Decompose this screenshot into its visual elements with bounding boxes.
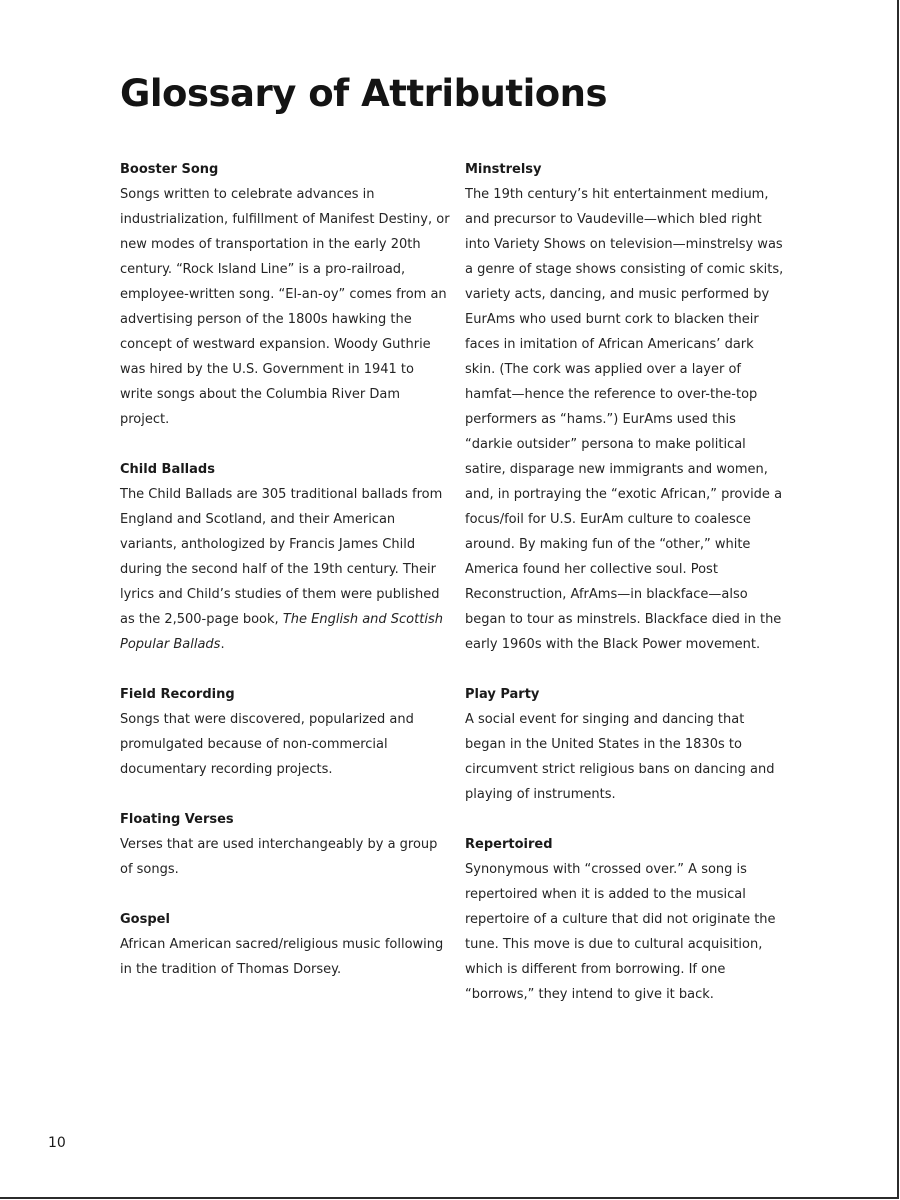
glossary-definition: The 19th century’s hit entertainment medium, and precursor to Vaudeville—which bled right into Variety Shows on television—minstrelsy was a genre of stage shows consisting of comic skits, variety acts, dancing, and music performed by EurAms who used burnt cork to blacken their faces in imitation of African Americans’ dark skin. (The cork was applied over a layer of hamfat—hence the reference to over-the-top performers as “hams.”) EurAms used this “darkie outsider” persona to make political satire, disparage new immigrants and women, and, in portraying the “exotic African,” provide a focus/foil for U.S. EurAm culture to coalesce around. By making fun of the “other,” white America found her collective soul. Post Reconstruction, AfrAms—in blackface—also began to tour as minstrels. Blackface died in the early 1960s with the Black Power movement. (465, 187, 784, 652)
glossary-entry-child-ballads (120, 457, 450, 657)
glossary-term: Gospel (120, 912, 170, 927)
glossary-entry-field-recording (120, 682, 450, 782)
glossary-right-column (465, 157, 785, 1032)
glossary-entry-booster-song (120, 157, 450, 432)
glossary-term: Child Ballads (120, 462, 215, 477)
glossary-definition: Verses that are used interchangeably by a group of songs. (120, 837, 438, 877)
definition-text-end: . (220, 637, 225, 652)
glossary-entry-play-party (465, 682, 785, 807)
glossary-term: Floating Verses (120, 812, 234, 827)
glossary-term: Field Recording (120, 687, 235, 702)
glossary-definition (120, 482, 450, 657)
glossary-term: Booster Song (120, 162, 219, 177)
glossary-definition: African American sacred/religious music following in the tradition of Thomas Dorsey. (120, 937, 444, 977)
glossary-term: Repertoired (465, 837, 553, 852)
book-title: The English and Scottish Popular Ballads (120, 612, 443, 652)
definition-text: The Child Ballads are 305 traditional ballads from England and Scotland, and their American variants, anthologized by Francis James Child during the second half of the 19th century. Their lyrics and Child’s studies of them were published as the 2,500-page book, (120, 487, 443, 627)
glossary-definition: Songs written to celebrate advances in industrialization, fulfillment of Manifest Destiny, or new modes of transportation in the early 20th century. “Rock Island Line” is a pro-railroad, employee-written song. “El-an-oy” comes from an advertising person of the 1800s hawking the concept of westward expansion. Woody Guthrie was hired by the U.S. Government in 1941 to write songs about the Columbia River Dam project. (120, 187, 450, 427)
glossary-definition: Songs that were discovered, popularized and promulgated because of non-commercial documentary recording projects. (120, 712, 414, 777)
glossary-definition: A social event for singing and dancing that began in the United States in the 1830s to circumvent strict religious bans on dancing and playing of instruments. (465, 712, 775, 802)
page-title: Glossary of Attributions (120, 72, 608, 115)
glossary-left-column (120, 157, 450, 1007)
glossary-term: Minstrelsy (465, 162, 542, 177)
glossary-term: Play Party (465, 687, 540, 702)
glossary-entry-gospel (120, 907, 450, 982)
glossary-entry-minstrelsy (465, 157, 785, 657)
glossary-definition: Synonymous with “crossed over.” A song is repertoired when it is added to the musical repertoire of a culture that did not originate the tune. This move is due to cultural acquisition, which is different from borrowing. If one “borrows,” they intend to give it back. (465, 862, 776, 1002)
glossary-entry-repertoired (465, 832, 785, 1007)
glossary-entry-floating-verses (120, 807, 450, 882)
page-number: 10 (48, 1135, 66, 1151)
